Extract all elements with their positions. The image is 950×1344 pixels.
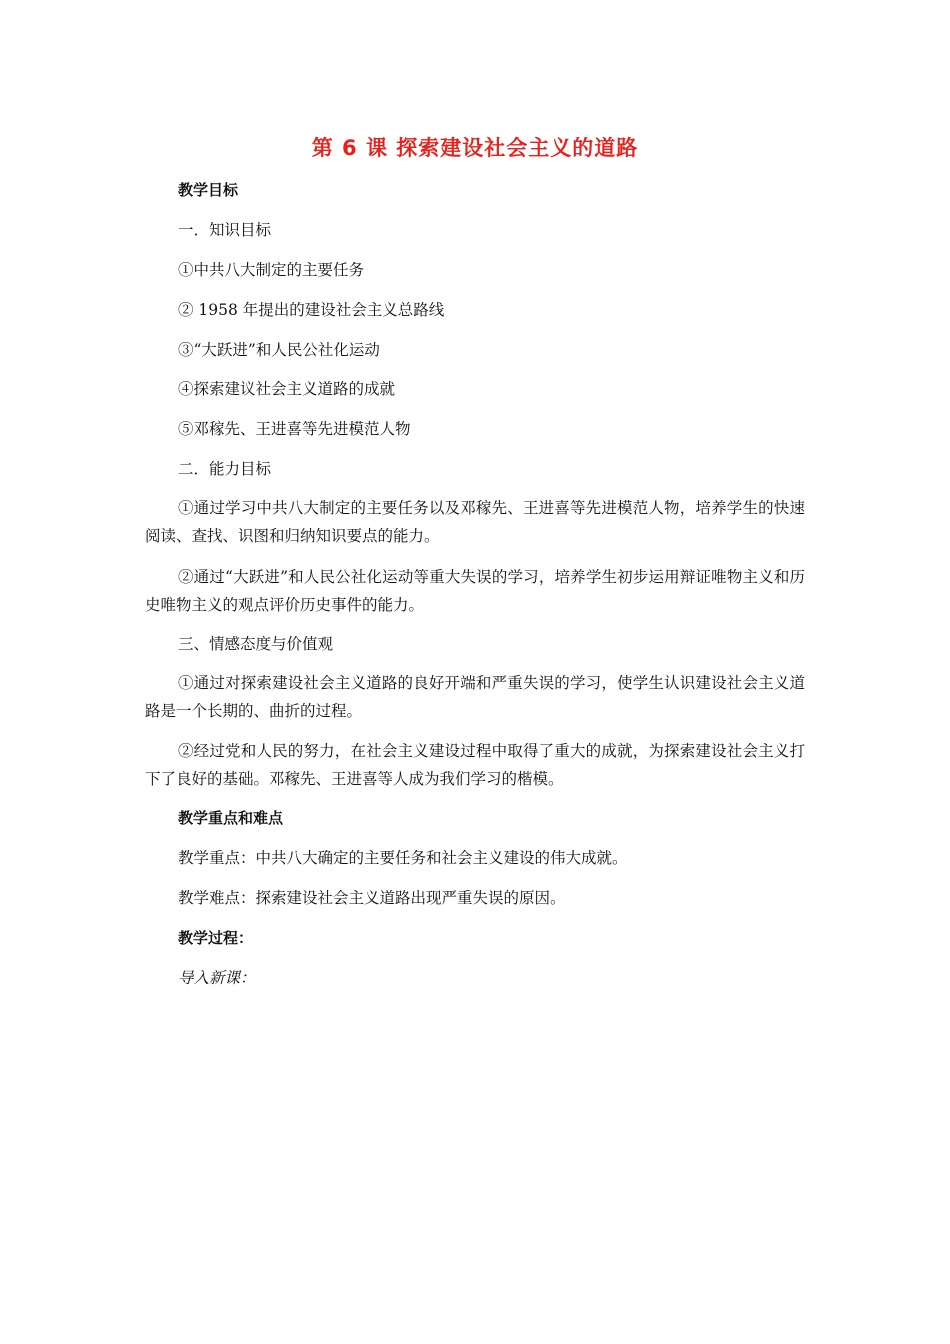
knowledge-heading: 一．知识目标 [178,221,272,239]
objectives-heading: 教学目标 [178,181,239,199]
emotion-paragraph: ②经过党和人民的努力，在社会主义建设过程中取得了重大的成就，为探索建设社会主义打下了良好的基础。邓稼先、王进喜等人成为我们学习的楷模。 [145,742,805,788]
key-points-heading: 教学重点和难点 [178,809,284,827]
ability-paragraph: ②通过“大跃进”和人民公社化运动等重大失误的学习，培养学生初步运用辩证唯物主义和历史唯物主义的观点评价历史事件的能力。 [145,568,805,614]
teaching-difficulty: 教学难点：探索建设社会主义道路出现严重失误的原因。 [178,889,566,907]
ability-paragraph: ①通过学习中共八大制定的主要任务以及邓稼先、王进喜等先进模范人物，培养学生的快速阅读、查找、识图和归纳知识要点的能力。 [145,499,805,545]
document-title: 第 6 课 探索建设社会主义的道路 [311,136,639,160]
knowledge-item: ⑤邓稼先、王进喜等先进模范人物 [178,420,411,438]
teaching-focus: 教学重点：中共八大确定的主要任务和社会主义建设的伟大成就。 [178,849,628,867]
ability-heading: 二．能力目标 [178,460,272,478]
intro-label: 导入新课： [178,969,256,987]
emotion-heading: 三、情感态度与价值观 [178,635,334,653]
emotion-paragraph: ①通过对探索建设社会主义道路的良好开端和严重失误的学习，使学生认识建设社会主义道路是一个长期的、曲折的过程。 [145,674,805,720]
knowledge-item: ③“大跃进”和人民公社化运动 [178,341,380,359]
knowledge-item: ② 1958 年提出的建设社会主义总路线 [178,301,445,319]
process-heading: 教学过程： [178,929,254,947]
knowledge-item: ①中共八大制定的主要任务 [178,261,365,279]
knowledge-item: ④探索建议社会主义道路的成就 [178,380,396,398]
